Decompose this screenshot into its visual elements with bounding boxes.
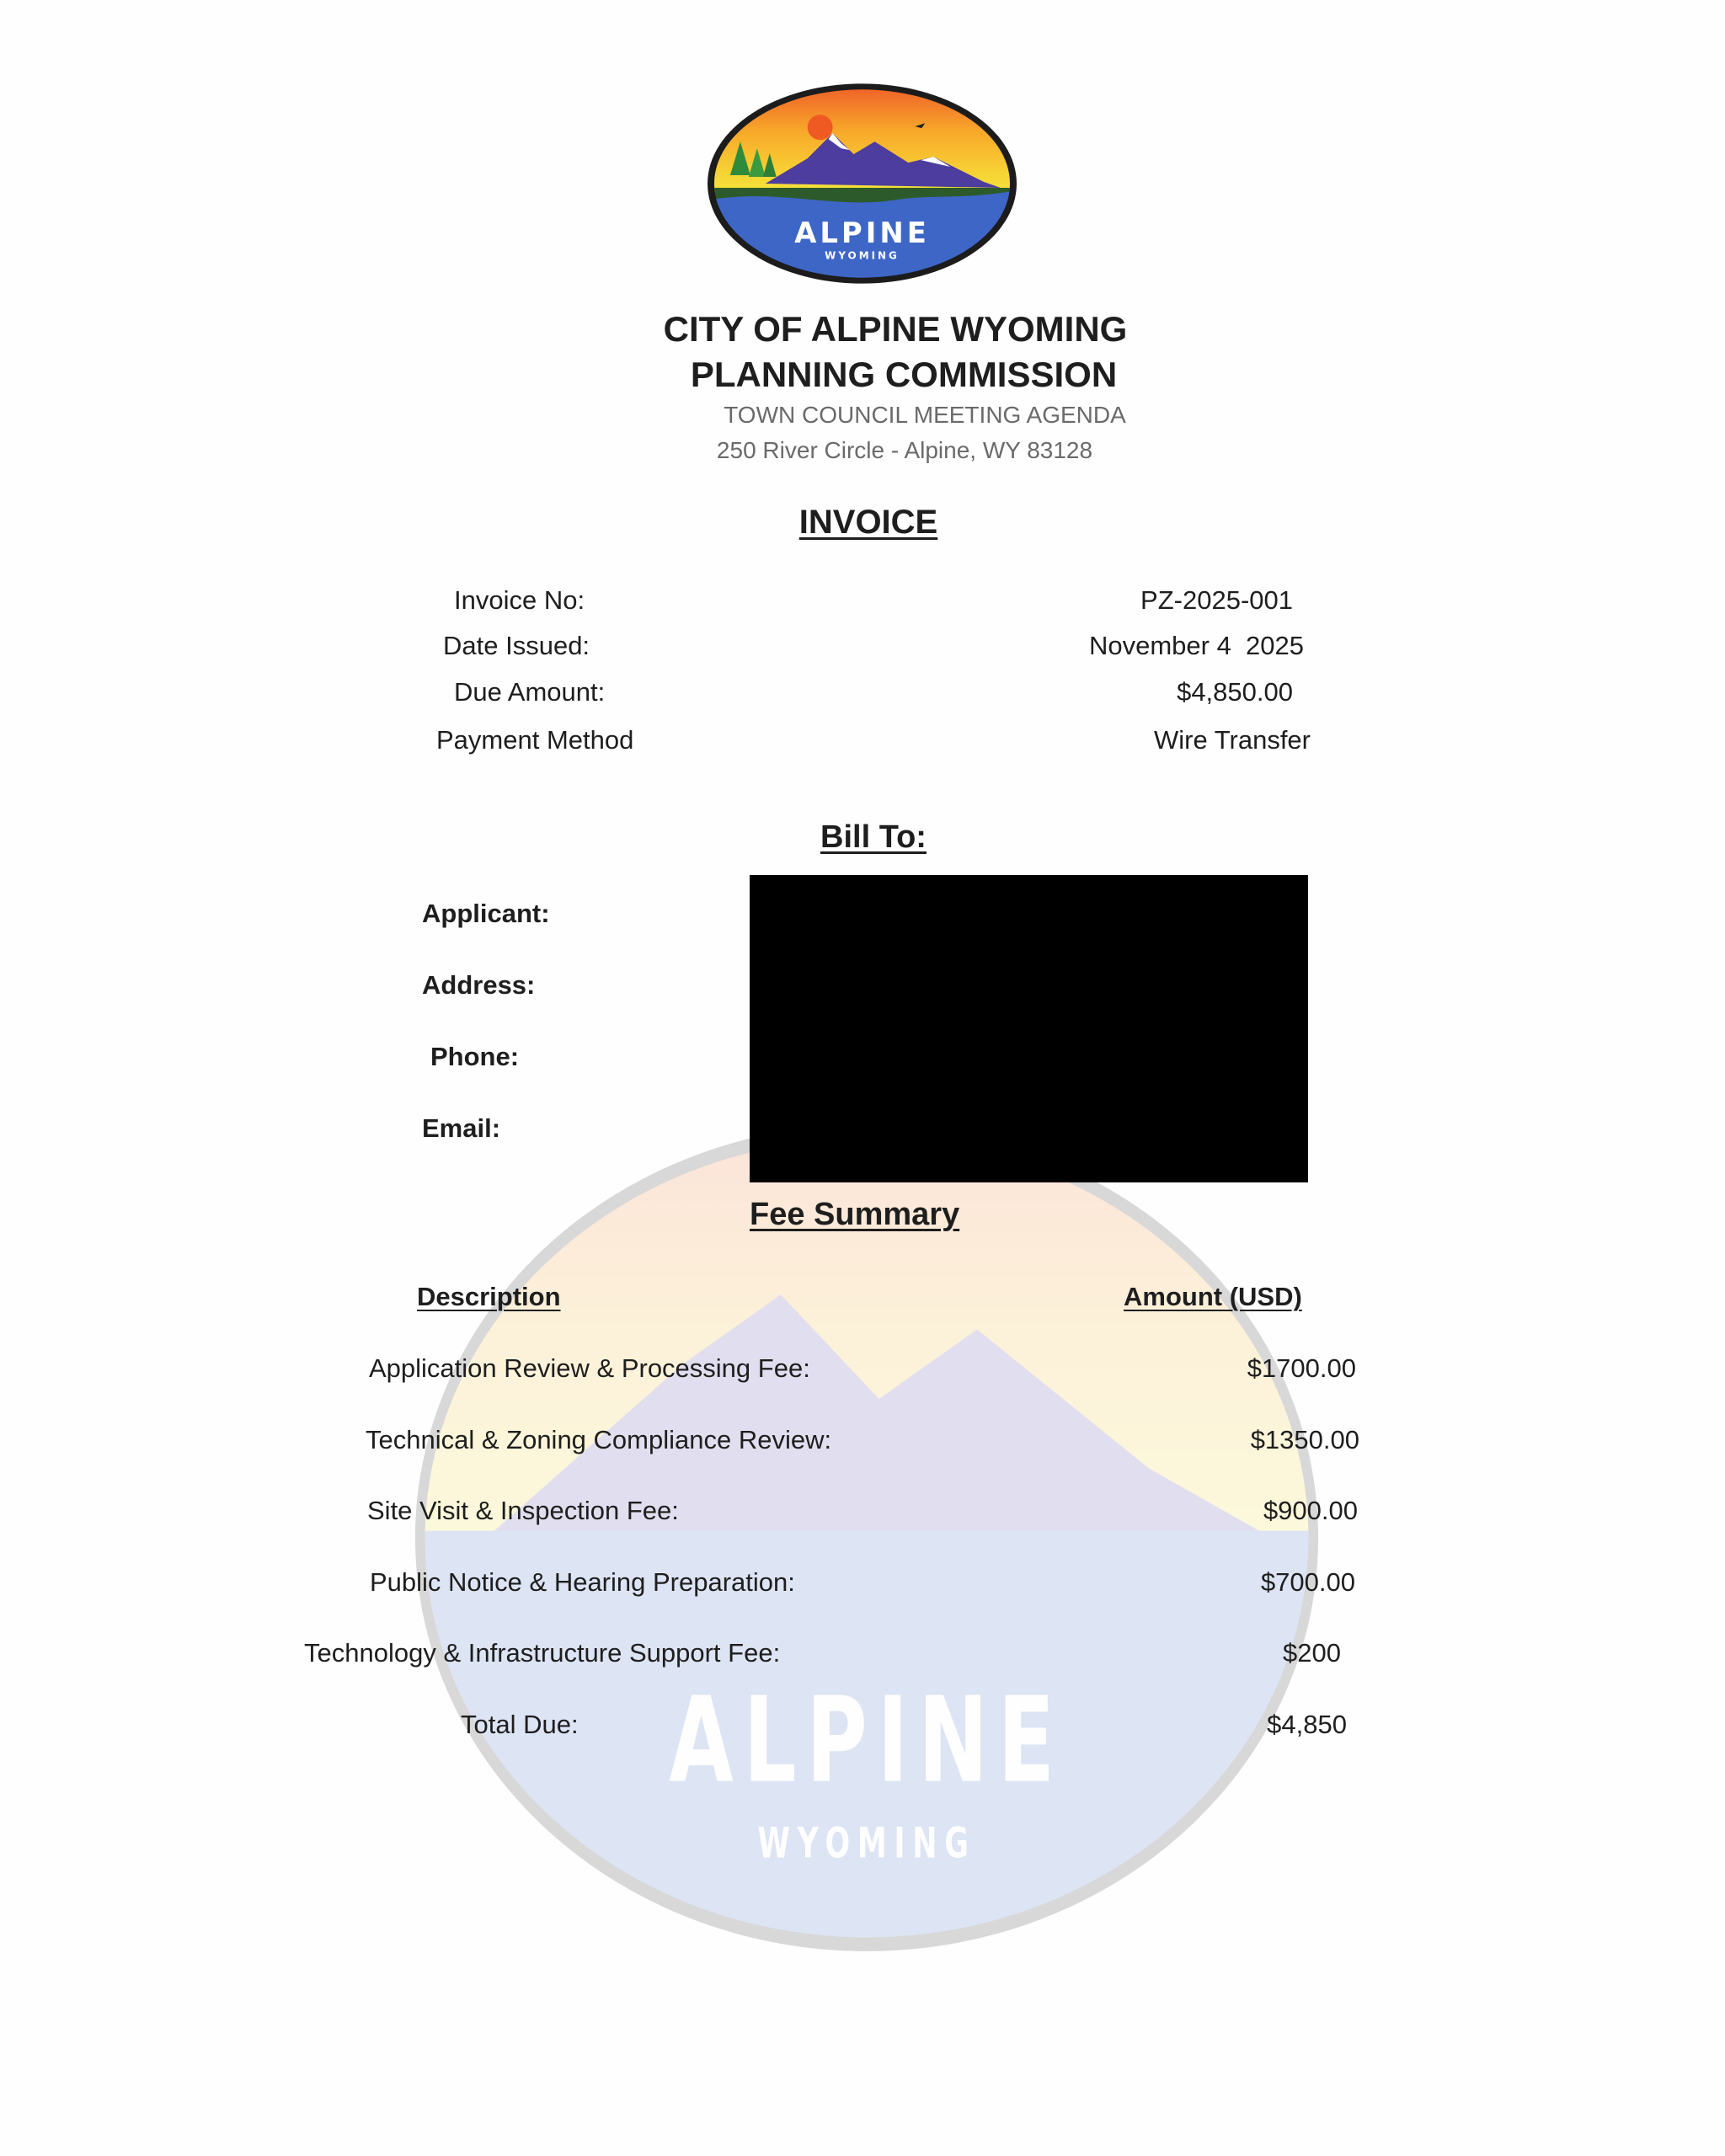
watermark-logo (413, 1121, 1321, 1955)
phone-label: Phone: (430, 1042, 520, 1072)
invoice-no-value: PZ-2025-001 (1140, 585, 1293, 616)
fee-row-amount: $200 (1283, 1638, 1341, 1668)
fee-row-description: Site Visit & Inspection Fee: (367, 1496, 679, 1526)
city-logo (707, 83, 1017, 285)
total-due-label: Total Due: (461, 1710, 579, 1740)
redaction-box (750, 875, 1308, 1182)
payment-method-label: Payment Method (436, 725, 634, 755)
total-due-amount: $4,850 (1267, 1710, 1347, 1740)
svg-text:ALPINE: ALPINE (669, 1671, 1065, 1810)
fee-row-amount: $900.00 (1263, 1496, 1358, 1526)
title-line-2: PLANNING COMMISSION (690, 354, 1118, 394)
fee-row-amount: $1350.00 (1250, 1425, 1359, 1455)
fee-row-amount: $1700.00 (1247, 1353, 1356, 1384)
applicant-label: Applicant: (422, 899, 550, 929)
description-column-header: Description (417, 1282, 561, 1312)
svg-text:WYOMING: WYOMING (825, 249, 900, 262)
payment-method-value: Wire Transfer (1153, 725, 1311, 755)
invoice-no-label: Invoice No: (454, 585, 585, 616)
fee-summary-heading: Fee Summary (750, 1197, 960, 1233)
due-amount-label: Due Amount: (454, 677, 606, 707)
fee-row-description: Technology & Infrastructure Support Fee: (304, 1638, 781, 1668)
amount-column-header: Amount (USD) (1124, 1282, 1302, 1312)
subtitle: TOWN COUNCIL MEETING AGENDA (724, 402, 1126, 429)
fee-row-amount: $700.00 (1260, 1567, 1355, 1598)
fee-row-description: Public Notice & Hearing Preparation: (370, 1567, 795, 1598)
date-issued-value: November 4 2025 (1088, 631, 1304, 661)
fee-row-description: Application Review & Processing Fee: (369, 1353, 810, 1384)
due-amount-value: $4,850.00 (1177, 677, 1293, 707)
email-label: Email: (422, 1113, 501, 1144)
address: 250 River Circle - Alpine, WY 83128 (716, 437, 1093, 464)
date-issued-label: Date Issued: (443, 631, 590, 661)
invoice-heading: INVOICE (798, 504, 938, 541)
svg-text:ALPINE: ALPINE (794, 216, 930, 249)
bill-to-heading: Bill To: (820, 819, 927, 856)
title-line-1: CITY OF ALPINE WYOMING (663, 308, 1128, 349)
svg-text:WYOMING: WYOMING (757, 1819, 976, 1869)
fee-row-description: Technical & Zoning Compliance Review: (366, 1425, 832, 1455)
address-label: Address: (422, 970, 536, 1001)
